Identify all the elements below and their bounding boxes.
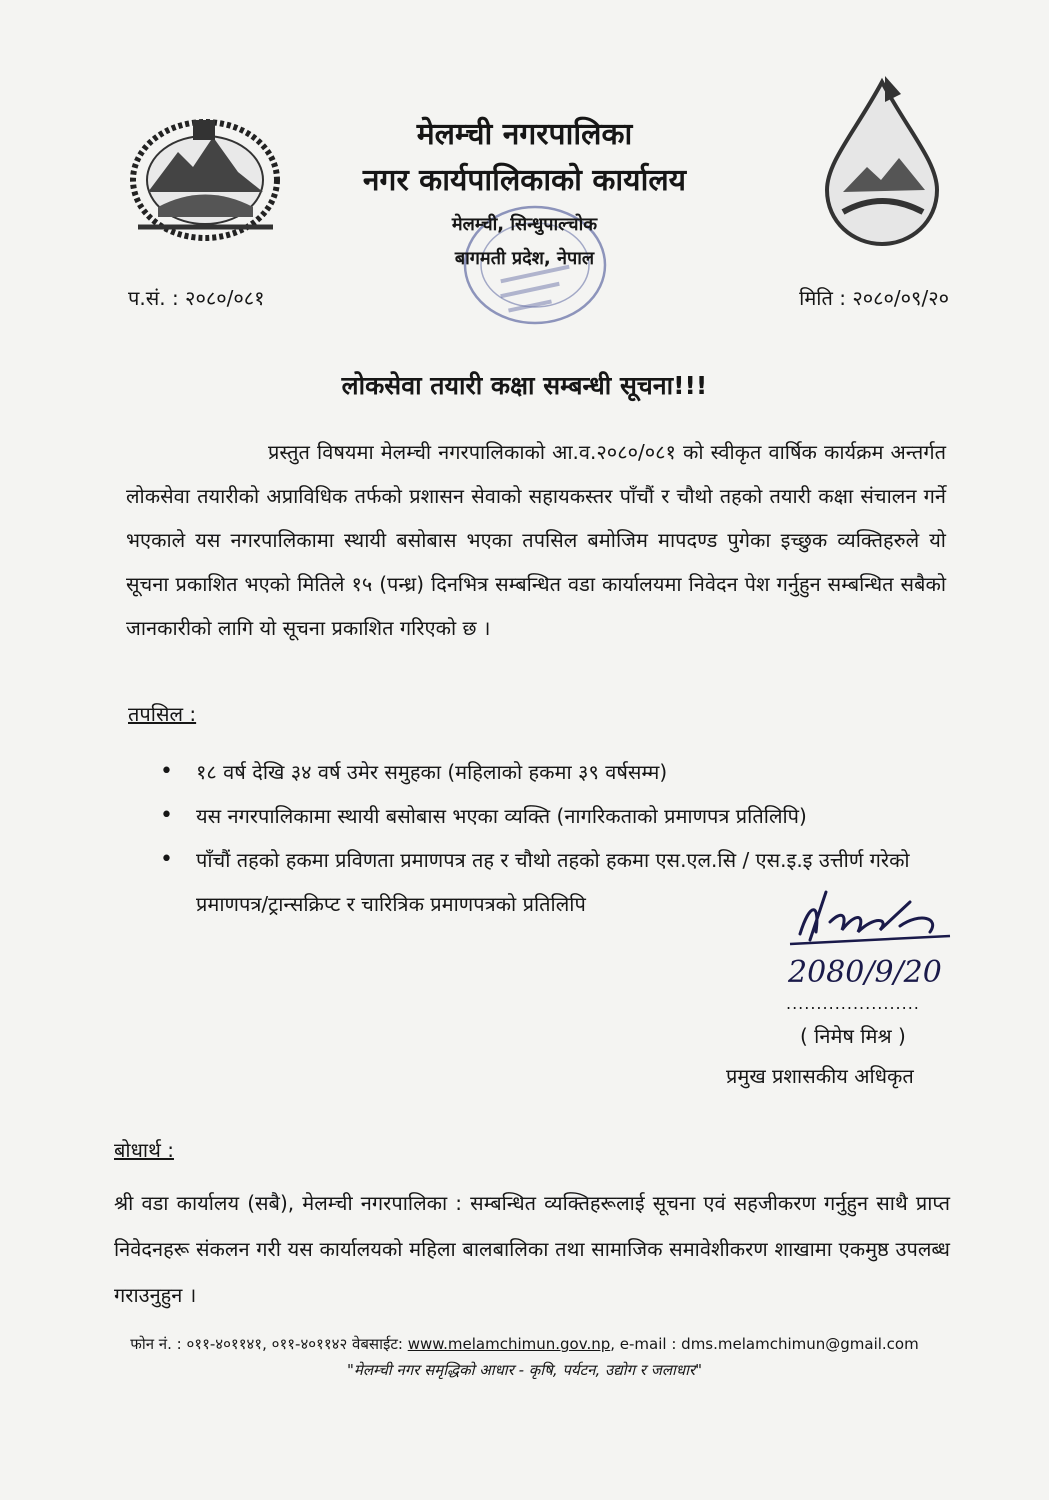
signature-line: ...................... [786, 994, 920, 1013]
criteria-item: • पाँचौं तहको हकमा प्रविणता प्रमाणपत्र तह र चौथो तहको हकमा एस.एल.सि / एस.इ.इ उत्तीर्ण गरेको प्रमाणपत्र/ट्रान्सक्रिप्ट र चारित्रिक प्रमाणपत्रको प्रतिलिपि [160, 838, 960, 926]
signatory-title: प्रमुख प्रशासकीय अधिकृत [726, 1064, 914, 1088]
handwritten-signature-icon [770, 882, 960, 992]
criteria-item: • १८ वर्ष देखि ३४ वर्ष उमेर समुहका (महिलाको हकमा ३९ वर्षसम्म) [160, 750, 960, 794]
bodharth-text: श्री वडा कार्यालय (सबै), मेलम्ची नगरपालिका : सम्बन्धित व्यक्तिहरूलाई सूचना एवं सहजीकरण गर्नुहुन साथै प्राप्त निवेदनहरू संकलन गरी यस कार्यालयको महिला बालबालिका तथा सामाजिक समावेशीकरण शाखामा एकमुष्ठ उपलब्ध गराउनुहुन । [114, 1191, 950, 1307]
tapsil-heading: तपसिल : [128, 702, 197, 726]
address-line-2: बागमती प्रदेश, नेपाल [454, 248, 595, 269]
website-link[interactable]: www.melamchimun.gov.np [407, 1335, 611, 1353]
notice-body: प्रस्तुत विषयमा मेलम्ची नगरपालिकाको आ.व.२०८०/०८१ को स्वीकृत वार्षिक कार्यक्रम अन्तर्गत लोकसेवा तयारीको अप्राविधिक तर्फको प्रशासन सेवाको सहायकस्तर पाँचौं र चौथो तहको तयारी कक्षा संचालन गर्ने भएकाले यस नगरपालिकामा स्थायी बसोबास भएका तपसिल बमोजिम मापदण्ड पुगेका इच्छुक व्यक्तिहरुले यो सूचना प्रकाशित भएको मितिले १५ (पन्ध्र) दिनभित्र सम्बन्धित वडा कार्यालयमा निवेदन पेश गर्नुहुन सम्बन्धित सबैको जानकारीको लागि यो सूचना प्रकाशित गरिएको छ । [126, 440, 946, 640]
criteria-item: • यस नगरपालिकामा स्थायी बसोबास भएका व्यक्ति (नागरिकताको प्रमाणपत्र प्रतिलिपि) [160, 794, 960, 838]
signature-date: 2080/9/20 [788, 955, 942, 990]
municipality-name: मेलम्ची नगरपालिका [416, 117, 633, 152]
document-date: मिति : २०८०/०९/२० [799, 286, 949, 310]
signatory-name: ( निमेष मिश्र ) [800, 1024, 906, 1048]
contact-footer [0, 1334, 1049, 1354]
footer-email-label: , e-mail : [610, 1335, 677, 1353]
footer-slogan: "मेलम्ची नगर समृद्धिको आधार - कृषि, पर्यटन, उद्योग र जलाधार" [346, 1361, 703, 1379]
address-line-1: मेलम्ची, सिन्धुपाल्चोक [451, 214, 598, 235]
email-link[interactable]: dms.melamchimun@gmail.com [681, 1335, 919, 1353]
office-name: नगर कार्यपालिकाको कार्यालय [362, 163, 687, 198]
bodharth-heading: बोधार्थ : [114, 1138, 174, 1162]
footer-phone: फोन नं. : ०११-४०११४१, ०११-४०११४२ वेबसाईट: [130, 1335, 403, 1353]
reference-number: प.सं. : २०८०/०८१ [128, 286, 265, 310]
notice-subject: लोकसेवा तयारी कक्षा सम्बन्धी सूचना!!! [341, 371, 708, 400]
